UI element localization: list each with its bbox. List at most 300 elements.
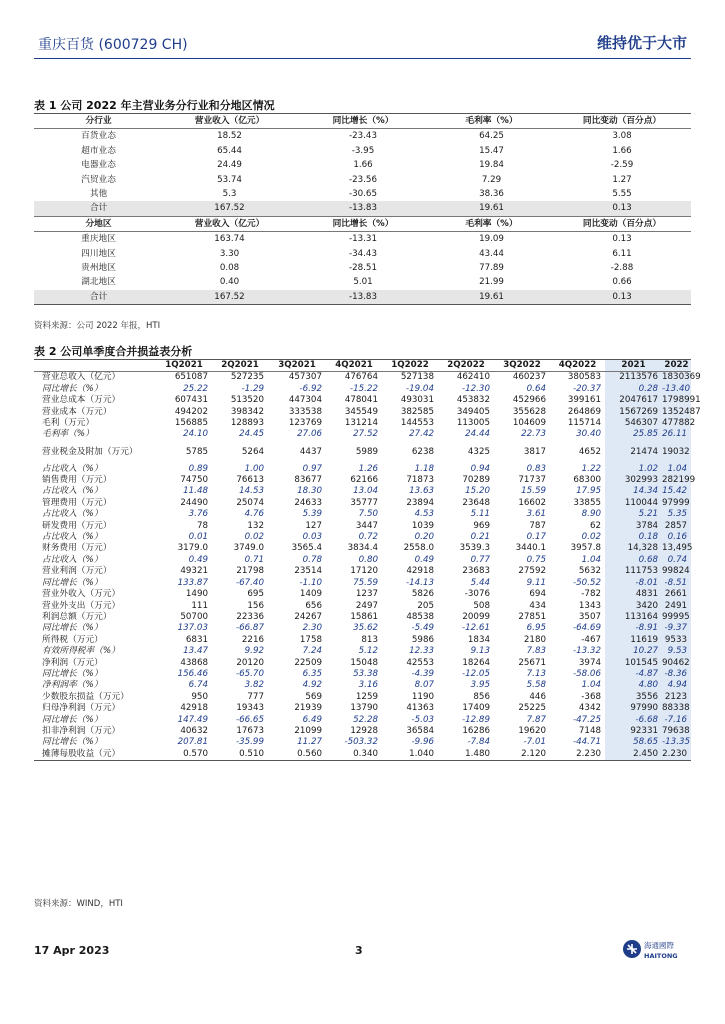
table2-cell: -12.89 (461, 714, 490, 725)
table2-row-label: 占比收入（%） (42, 554, 103, 565)
table2-cell: 5.12 (358, 646, 378, 657)
table2-cell: 35.62 (353, 623, 378, 634)
table2-cell: 40632 (180, 725, 208, 736)
table2-row (34, 715, 691, 726)
table2-row (34, 486, 691, 497)
table2-cell: 0.89 (188, 463, 208, 474)
table2-cell: 75.59 (353, 577, 378, 588)
table1-cell: -30.65 (348, 189, 377, 200)
table1-cell: -13.83 (296, 290, 430, 305)
table2-cell: 6.49 (302, 714, 322, 725)
table2-cell: -14.13 (405, 577, 434, 588)
table2-cell: 18.30 (297, 486, 322, 497)
table2-cell: 78 (196, 520, 208, 531)
table2-cell: 15861 (350, 611, 378, 622)
table2-cell: 156.46 (177, 668, 208, 679)
table2-cell: -782 (581, 589, 601, 600)
table1-source: 资料来源：公司 2022 年报，HTI (34, 321, 161, 331)
table2-cell: 0.97 (302, 463, 322, 474)
table2-cell: 3957.8 (570, 543, 601, 554)
table1-cell: 19.61 (430, 290, 553, 305)
table2-cell: 52.28 (353, 714, 378, 725)
table2-row-label: 所得税（万元） (42, 634, 103, 645)
table1-cell: 0.13 (612, 234, 632, 245)
table1-cell: 0.66 (612, 277, 632, 288)
table2-row (34, 532, 691, 543)
table2-cell: 23514 (294, 566, 322, 577)
table2-cell: 2.230 (576, 748, 601, 759)
table2-cell: 694 (529, 589, 546, 600)
table2-cell: 0.20 (414, 532, 434, 543)
table2-row (34, 703, 691, 714)
table2-cell: 4831 (605, 589, 662, 600)
table2-cell: 0.510 (239, 748, 264, 759)
table2-cell: 1259 (355, 691, 378, 702)
table2-row-label: 占比收入（%） (42, 463, 103, 474)
table2-cell: 15.42 (662, 486, 691, 497)
table2-cell: 25.85 (605, 429, 662, 440)
table2-source: 资料来源：WIND，HTI (34, 899, 123, 909)
table2-cell: 1039 (411, 520, 434, 531)
table1-cell: 65.44 (217, 145, 242, 156)
table2-cell: 5785 (185, 446, 208, 457)
table2-cell: 527235 (230, 372, 264, 383)
table1-cell: 0.08 (219, 263, 240, 274)
table2-cell: 777 (247, 691, 264, 702)
table1-cell: 18.52 (217, 131, 242, 142)
table2-cell: 3507 (578, 611, 601, 622)
table1-header-cell: 同比增长（%） (296, 114, 430, 129)
table2-cell: 1.02 (605, 464, 662, 475)
table2-header-cell (34, 360, 156, 372)
table2-cell: 26.11 (662, 429, 691, 440)
table2-cell: 17409 (462, 703, 490, 714)
table2-cell: 2.120 (521, 748, 546, 759)
table2-cell: 3.61 (526, 509, 546, 520)
header-company: 重庆百货 (600729 CH) (38, 37, 188, 53)
table2-row (34, 635, 691, 646)
table1-title: 表 1 公司 2022 年主营业务分行业和分地区情况 (34, 99, 275, 112)
table2-cell: 17120 (350, 566, 378, 577)
table2-cell: 607431 (174, 395, 208, 406)
table2-cell: -50.52 (572, 577, 601, 588)
table1-cell: 1.66 (353, 160, 373, 171)
table2-cell: 19032 (662, 441, 691, 464)
table2-cell: 20120 (236, 657, 264, 668)
table1-total-row (34, 201, 691, 216)
table2-title: 表 2 公司单季度合并损益表分析 (34, 345, 193, 358)
table2-row-label: 占比收入（%） (42, 532, 103, 543)
table1-total-row (34, 290, 691, 305)
table2-cell: 1352487 (662, 406, 701, 417)
table2-row-label: 占比收入（%） (42, 486, 103, 497)
table2-cell: 380583 (567, 372, 601, 383)
table1-cell: 超市业态 (81, 145, 116, 156)
table2-cell: 2123 (662, 692, 691, 703)
table2-cell: 656 (305, 600, 322, 611)
table2-cell: -12.05 (461, 668, 490, 679)
table2-cell: 4325 (467, 446, 490, 457)
table1-row (34, 247, 691, 261)
table2-cell: 569 (305, 691, 322, 702)
table2-cell: 0.94 (470, 463, 490, 474)
table2-cell: 1.04 (581, 680, 601, 691)
table2-cell: 11.48 (183, 486, 208, 497)
table2-cell: 508 (473, 600, 490, 611)
table2-cell: 355628 (512, 406, 546, 417)
table2-cell: 9533 (662, 635, 691, 646)
table2-row (34, 680, 691, 691)
table2-row (34, 464, 691, 475)
haitong-logo (622, 937, 682, 963)
table2-cell: 5826 (411, 589, 434, 600)
table2-cell: 41363 (406, 703, 434, 714)
table2-cell: 71737 (518, 475, 546, 486)
table2-cell: 68300 (573, 475, 601, 486)
table2-cell: 856 (473, 691, 490, 702)
table2-cell: 92331 (605, 726, 662, 737)
table2-cell: 10.27 (605, 646, 662, 657)
table1-row (34, 144, 691, 158)
table1-cell: 163.74 (214, 234, 245, 245)
table2-cell: 349405 (456, 406, 490, 417)
table2-cell: 14.53 (239, 486, 264, 497)
table2-cell: 3749.0 (233, 543, 264, 554)
table1-cell: 167.52 (163, 201, 296, 216)
table2-cell: 99824 (662, 566, 690, 577)
table2-cell: 22336 (236, 611, 264, 622)
table2-cell: 4437 (299, 446, 322, 457)
table2-cell: 651087 (174, 372, 208, 383)
table2-cell: 123769 (288, 418, 322, 429)
table2-cell: 6.35 (302, 668, 322, 679)
table1-cell: 四川地区 (81, 248, 116, 259)
table2-cell: 27.06 (297, 429, 322, 440)
table2-cell: 23648 (462, 497, 490, 508)
table2-cell: 111 (191, 600, 208, 611)
table2-cell: 3440.1 (515, 543, 546, 554)
table2-cell: -9.37 (662, 623, 691, 634)
table2-cell: 3.82 (244, 680, 264, 691)
table2-cell: 74750 (180, 475, 208, 486)
table2-cell: 71873 (406, 475, 434, 486)
table2-cell: -66.87 (235, 623, 264, 634)
table2-header-cell: 2Q2021 (212, 360, 268, 372)
table2-cell: 25225 (518, 703, 546, 714)
table2-cell: 0.74 (662, 555, 691, 566)
table2-cell: 13.47 (183, 646, 208, 657)
table2-row (34, 543, 691, 554)
table2-cell: 264869 (567, 406, 601, 417)
table2-cell: -6.68 (605, 715, 662, 726)
table2-cell: 27592 (518, 566, 546, 577)
table2-cell: 1.22 (581, 463, 601, 474)
table1-cell: 19.09 (479, 234, 504, 245)
table2-cell: 13.63 (409, 486, 434, 497)
table2-row (34, 407, 691, 418)
table2-cell: -4.87 (605, 669, 662, 680)
table2-cell: 282199 (662, 475, 696, 486)
table1-cell: 汽贸业态 (81, 174, 116, 185)
table2-cell: 0.570 (183, 748, 208, 759)
table2-row-label: 营业利润（万元） (42, 566, 112, 577)
table1-cell: 湖北地区 (81, 277, 116, 288)
table2-row-label: 同比增长（%） (42, 577, 103, 588)
table2-cell: 0.49 (414, 554, 434, 565)
table1-cell: -23.43 (348, 131, 377, 142)
table2-cell: 950 (191, 691, 208, 702)
table1-cell: 38.36 (479, 189, 504, 200)
table2-cell: -47.25 (572, 714, 601, 725)
table2-cell: -9.96 (411, 737, 434, 748)
header-divider (34, 58, 691, 59)
table2-cell: 11.27 (297, 737, 322, 748)
page-number: 3 (355, 944, 363, 957)
table2-row (34, 498, 691, 509)
table2-cell: 147.49 (177, 714, 208, 725)
table2-cell: 0.01 (188, 532, 208, 543)
table2-cell: 17.95 (576, 486, 601, 497)
table2-row (34, 509, 691, 520)
table2-cell: 35777 (350, 497, 378, 508)
table2-row (34, 441, 691, 464)
table2-cell: 5.21 (605, 509, 662, 520)
table2-cell: 12928 (350, 725, 378, 736)
table2-cell: 0.49 (188, 554, 208, 565)
table2-cell: 24.45 (239, 429, 264, 440)
table2-cell: 546307 (605, 418, 662, 429)
table2-cell: 7.50 (358, 509, 378, 520)
table2-row (34, 658, 691, 669)
table1-cell: 19.61 (430, 201, 553, 216)
table2-cell: 50700 (180, 611, 208, 622)
table2-cell: 3.16 (358, 680, 378, 691)
table2-cell: 0.16 (662, 532, 691, 543)
table1-header-cell: 营业收入（亿元） (163, 114, 296, 129)
table2-cell: 0.28 (605, 384, 662, 395)
table2-cell: 787 (529, 520, 546, 531)
table2-cell: 24.44 (465, 429, 490, 440)
table2-cell: 813 (361, 634, 378, 645)
table2-cell: -5.03 (411, 714, 434, 725)
table2-cell: 4.92 (302, 680, 322, 691)
table2-cell: 2497 (355, 600, 378, 611)
table2-cell: 21939 (294, 703, 322, 714)
table2-cell: -503.32 (344, 737, 378, 748)
table2-cell: 42918 (180, 703, 208, 714)
table2-row-label: 归母净利润（万元） (42, 703, 121, 714)
table2-cell: 14,328 (605, 543, 662, 554)
table2-cell: 127 (305, 520, 322, 531)
table2-cell: 1.18 (414, 463, 434, 474)
table2-cell: 0.02 (244, 532, 264, 543)
table2 (34, 359, 701, 761)
table1-cell: 43.44 (479, 248, 504, 259)
table2-cell: 452966 (512, 395, 546, 406)
table2-cell: 0.340 (353, 748, 378, 759)
table2-cell: 434 (529, 600, 546, 611)
table2-cell: 0.02 (581, 532, 601, 543)
table2-row-label: 营业税金及附加（万元） (42, 446, 138, 457)
table2-row (34, 566, 691, 577)
table2-cell: 14.34 (605, 486, 662, 497)
table2-row-label: 占比收入（%） (42, 509, 103, 520)
table1-header-cell: 分行业 (34, 114, 163, 129)
table1-cell: 19.84 (479, 160, 504, 171)
table2-cell: 58.65 (605, 737, 662, 748)
table2-cell: 3974 (578, 657, 601, 668)
table2-cell: 128893 (230, 418, 264, 429)
table1-header-cell: 同比变动（百分点） (553, 114, 691, 129)
table2-cell: 477882 (662, 418, 696, 429)
table2-row (34, 418, 691, 429)
table2-cell: 9.11 (526, 577, 546, 588)
table2-row (34, 601, 691, 612)
table2-cell: 16602 (518, 497, 546, 508)
table2-cell: 0.18 (605, 532, 662, 543)
table2-cell: 48538 (406, 611, 434, 622)
table2-cell: 111753 (605, 566, 662, 577)
table2-cell: 18264 (462, 657, 490, 668)
table1-cell: 6.11 (612, 248, 632, 259)
table2-row (34, 589, 691, 600)
table2-cell: -19.04 (405, 383, 434, 394)
table1-header-cell: 同比增长（%） (296, 216, 430, 231)
table2-cell: 0.78 (302, 554, 322, 565)
table2-cell: -1.29 (241, 383, 264, 394)
table2-row-label: 研发费用（万元） (42, 520, 112, 531)
table2-cell: 33855 (573, 497, 601, 508)
table2-cell: 42918 (406, 566, 434, 577)
table2-cell: 22509 (294, 657, 322, 668)
table2-cell: 11619 (605, 635, 662, 646)
table1-row (34, 158, 691, 172)
table2-cell: 13,495 (662, 543, 693, 554)
table2-cell: 3834.4 (347, 543, 378, 554)
table2-header-cell: 3Q2021 (268, 360, 326, 372)
table2-cell: -368 (581, 691, 601, 702)
table1-cell: 百货业态 (81, 131, 116, 142)
table2-cell: 3.95 (470, 680, 490, 691)
table2-header-row (34, 360, 691, 372)
table2-cell: 90462 (662, 657, 690, 668)
table2-cell: 156 (247, 600, 264, 611)
table2-cell: 5.35 (662, 509, 691, 520)
table2-header-cell: 4Q2022 (550, 360, 605, 372)
table2-cell: 83677 (294, 475, 322, 486)
table2-cell: 0.75 (526, 554, 546, 565)
table2-cell: -6.92 (299, 383, 322, 394)
table2-header-cell: 2022 (662, 360, 691, 372)
table2-cell: 9.92 (244, 646, 264, 657)
table1-header-cell: 分地区 (34, 216, 163, 231)
table2-cell: 5632 (578, 566, 601, 577)
table1-cell: 0.40 (219, 277, 240, 288)
table2-cell: 113005 (456, 418, 490, 429)
table1-cell: 合计 (34, 201, 163, 216)
table2-cell: 21798 (236, 566, 264, 577)
table2-cell: 24267 (294, 611, 322, 622)
table2-cell: 21099 (294, 725, 322, 736)
table2-cell: 137.03 (177, 623, 208, 634)
table2-cell: 333538 (288, 406, 322, 417)
table2-row-label: 同比增长（%） (42, 737, 103, 748)
table2-cell: 115714 (567, 418, 601, 429)
table2-cell: 0.83 (526, 463, 546, 474)
table2-cell: 25671 (518, 657, 546, 668)
table2-cell: 0.68 (605, 555, 662, 566)
table2-cell: 99995 (662, 611, 690, 622)
table2-cell: 6238 (411, 446, 434, 457)
table2-cell: -12.30 (461, 383, 490, 394)
table2-cell: 460237 (512, 372, 546, 383)
table2-cell: -20.37 (572, 383, 601, 394)
table2-cell: 3447 (355, 520, 378, 531)
table2-cell: 1830369 (662, 372, 701, 383)
table2-cell: 6.95 (526, 623, 546, 634)
footer-date: 17 Apr 2023 (34, 944, 110, 957)
table2-row (34, 372, 691, 384)
table2-cell: 399161 (567, 395, 601, 406)
table2-header-cell: 2021 (605, 360, 662, 372)
table2-row-label: 毛利（万元） (42, 418, 95, 429)
table2-cell: 1490 (185, 589, 208, 600)
table2-cell: 3.76 (188, 509, 208, 520)
table1-header-row (34, 114, 691, 129)
table2-cell: 1.040 (409, 748, 434, 759)
table2-cell: 30.40 (576, 429, 601, 440)
table2-cell: 7.87 (526, 714, 546, 725)
table2-row-label: 销售费用（万元） (42, 475, 112, 486)
table2-cell: 2047617 (605, 395, 662, 406)
table2-cell: 23683 (462, 566, 490, 577)
table2-cell: 17673 (236, 725, 264, 736)
table2-row (34, 612, 691, 623)
table2-cell: 42553 (406, 657, 434, 668)
table2-cell: 5989 (355, 446, 378, 457)
table2-cell: 36584 (406, 725, 434, 736)
table2-cell: 97990 (605, 703, 662, 714)
table2-cell: 2113576 (605, 372, 662, 384)
table2-cell: 6.74 (188, 680, 208, 691)
table2-cell: -64.69 (572, 623, 601, 634)
table1-cell: -2.59 (610, 160, 634, 171)
table2-cell: 1.480 (465, 748, 490, 759)
table2-cell: 3565.4 (291, 543, 322, 554)
table1-cell: 167.52 (163, 290, 296, 305)
table1-header-cell: 营业收入（亿元） (163, 216, 296, 231)
table2-cell: 0.560 (297, 748, 322, 759)
table1-cell: 3.08 (612, 131, 632, 142)
table1-cell: 重庆地区 (81, 234, 116, 245)
table2-cell: 1.04 (581, 554, 601, 565)
table2-cell: 4.80 (605, 680, 662, 691)
table2-cell: -8.36 (662, 669, 691, 680)
table2-cell: 131214 (344, 418, 378, 429)
table2-row-label: 管理费用（万元） (42, 497, 112, 508)
table1-cell: 1.66 (612, 145, 632, 156)
table2-row (34, 669, 691, 680)
table2-cell: 27851 (518, 611, 546, 622)
table2-row (34, 623, 691, 634)
table1-cell: 5.55 (612, 189, 632, 200)
table2-cell: 113164 (605, 612, 662, 623)
table2-cell: 15048 (350, 657, 378, 668)
table1-row (34, 173, 691, 187)
table2-cell: 25074 (236, 497, 264, 508)
table2-cell: 49321 (180, 566, 208, 577)
table1-cell: 24.49 (217, 160, 242, 171)
